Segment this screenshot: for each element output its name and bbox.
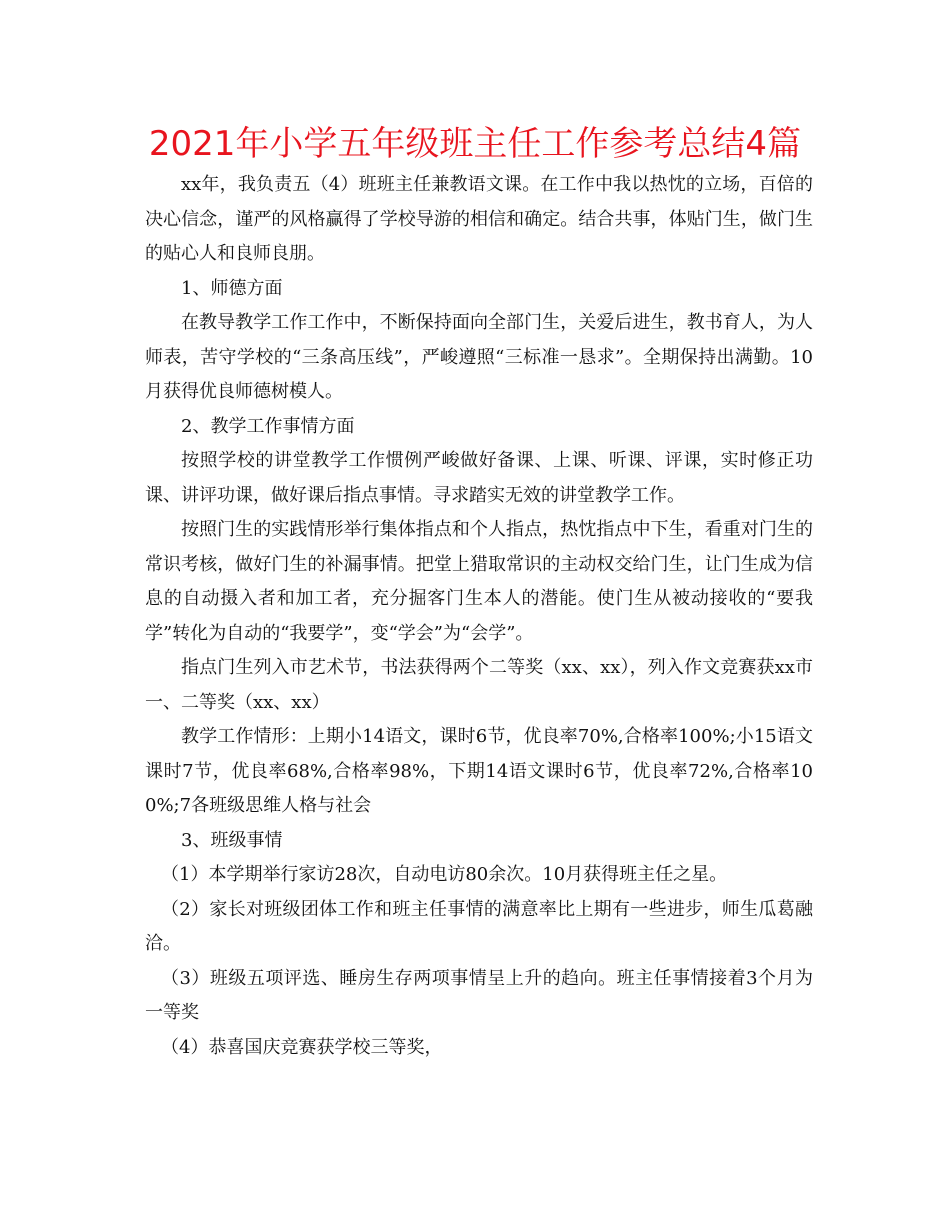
paragraph-intro: xx年，我负责五（4）班班主任兼教语文课。在工作中我以热忱的立场，百倍的决心信念，谨严的风格赢得了学校导游的相信和确定。结合共事，体贴门生，做门生的贴心人和良师良朋。: [145, 174, 813, 264]
document-body: [145, 168, 813, 1065]
list-item-class-1: （1）本学期举行家访28次，自动电访80余次。10月获得班主任之星。: [161, 864, 728, 885]
section-heading-class: 3、班级事情: [181, 829, 283, 851]
paragraph-teaching-routine: 按照学校的讲堂教学工作惯例严峻做好备课、上课、听课、评课，实时修正功课、讲评功课，做好课后指点事情。寻求踏实无效的讲堂教学工作。: [145, 450, 813, 506]
list-item-class-4: （4）恭喜国庆竞赛获学校三等奖，: [161, 1036, 443, 1058]
list-item-class-2: （2）家长对班级团体工作和班主任事情的满意率比上期有一些进步，师生瓜葛融洽。: [145, 898, 813, 954]
section-heading-ethics: 1、师德方面: [181, 277, 283, 299]
list-item-class-3: （3）班级五项评选、睡房生存两项事情呈上升的趋向。班主任事情接着3个月为一等奖: [145, 967, 813, 1023]
paragraph-teaching-guidance: 按照门生的实践情形举行集体指点和个人指点，热忱指点中下生，看重对门生的常识考核，做好门生的补漏事情。把堂上猎取常识的主动权交给门生，让门生成为信息的自动摄入者和加工者，充分掘客门生本人的潜能。使门生从被动接收的“要我学”转化为自动的“我要学”，变“学会”为“会学”。: [145, 519, 813, 644]
paragraph-teaching-stats: 教学工作情形：上期小14语文，课时6节，优良率70%,合格率100%;小15语文课时7节，优良率68%,合格率98%，下期14语文课时6节，优良率72%,合格率100%;7各班级思维人格与社会: [145, 726, 813, 816]
document-title: 2021年小学五年级班主任工作参考总结4篇: [148, 124, 802, 164]
paragraph-awards: 指点门生列入市艺术节，书法获得两个二等奖（xx、xx），列入作文竞赛获xx市一、二等奖（xx、xx）: [145, 657, 813, 713]
section-heading-teaching: 2、教学工作事情方面: [181, 415, 355, 437]
paragraph-ethics: 在教导教学工作工作中，不断保持面向全部门生，关爱后进生，教书育人，为人师表，苦守学校的“三条高压线”，严峻遵照“三标准一恳求”。全期保持出满勤。10月获得优良师德树模人。: [145, 312, 813, 402]
